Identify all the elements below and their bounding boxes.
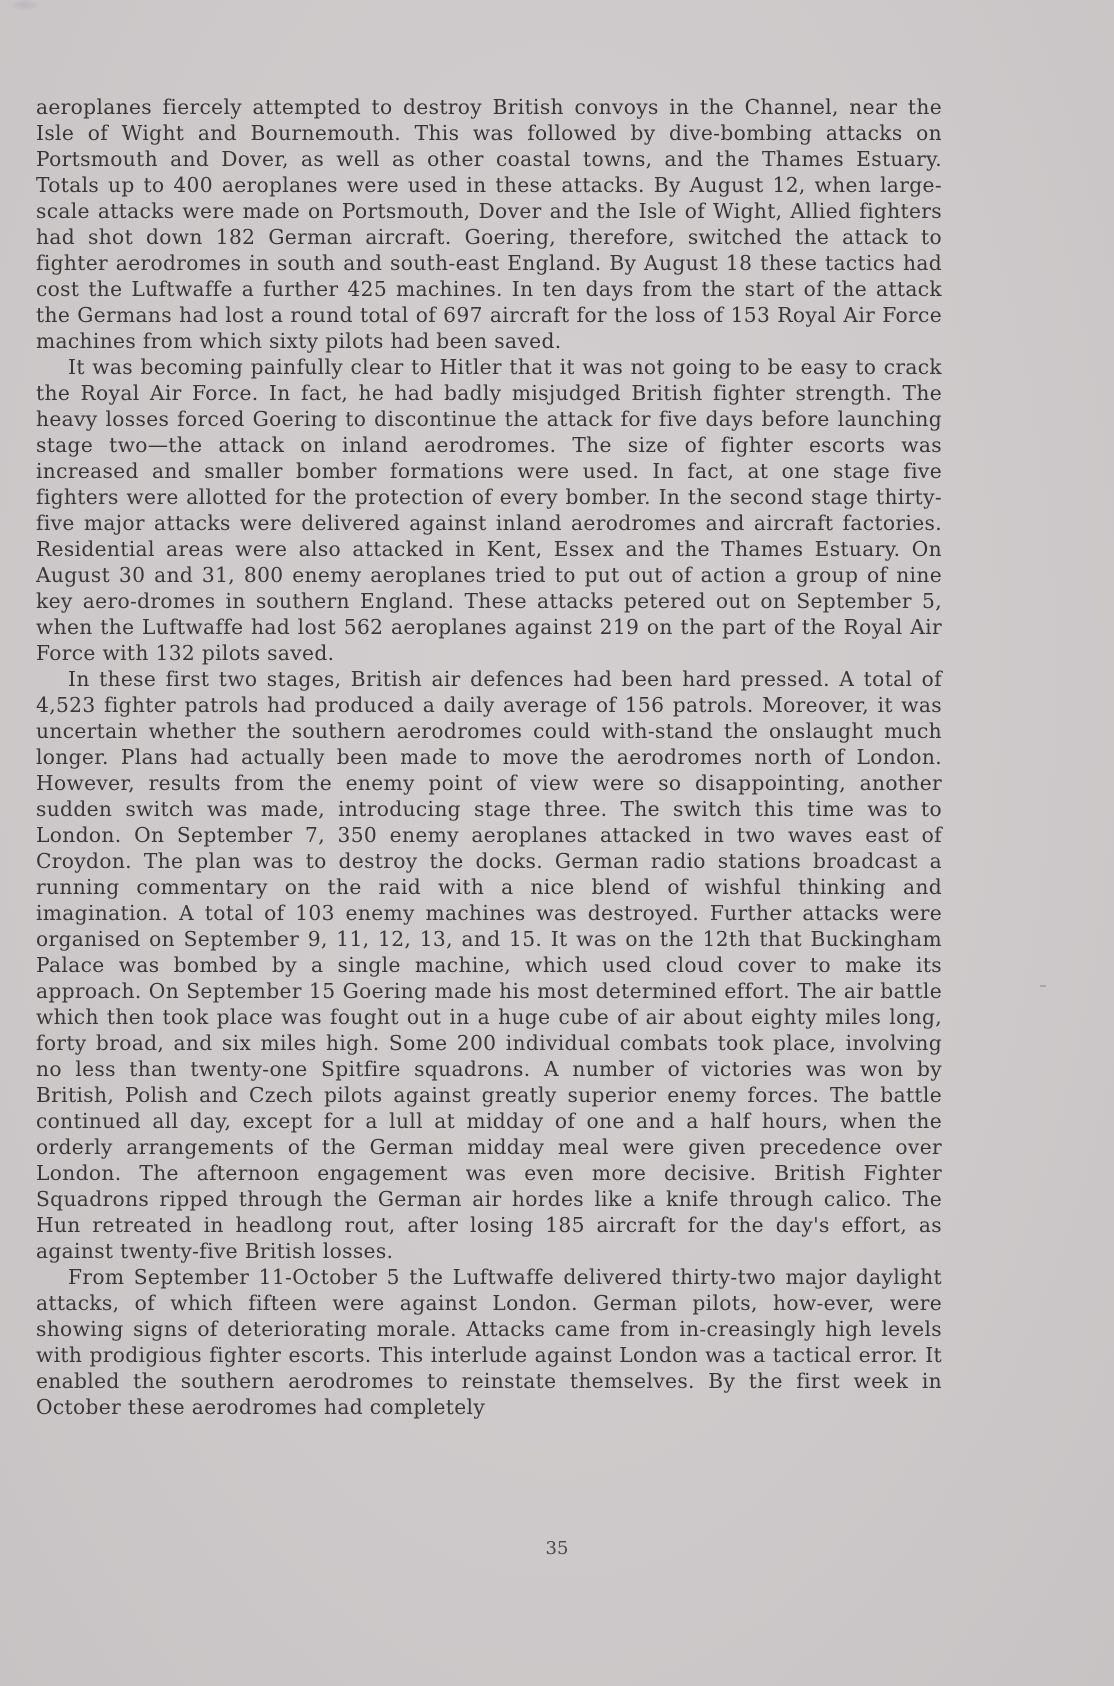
paragraph-3: In these first two stages, British air defences had been hard pressed. A total of 4,523 fighter patrols had produced a daily average of 156 patrols. Moreover, it was uncertain whether the southern aerodromes could with-stand the onslaught much longer. Plans had actually been made to move the aerodromes north of London. However, results from the enemy point of view were so disappointing, another sudden switch was made, introducing stage three. The switch this time was to London. On September 7, 350 enemy aeroplanes attacked in two waves east of Croydon. The plan was to destroy the docks. German radio stations broadcast a running commentary on the raid with a nice blend of wishful thinking and imagination. A total of 103 enemy machines was destroyed. Further attacks were organised on September 9, 11, 12, 13, and 15. It was on the 12th that Buckingham Palace was bombed by a single machine, which used cloud cover to make its approach. On September 15 Goering made his most determined effort. The air battle which then took place was fought out in a huge cube of air about eighty miles long, forty broad, and six miles high. Some 200 individual combats took place, involving no less than twenty-one Spitfire squadrons. A number of victories was won by British, Polish and Czech pilots against greatly superior enemy forces. The battle continued all day, except for a lull at midday of one and a half hours, when the orderly arrangements of the German midday meal were given precedence over London. The afternoon engagement was even more decisive. British Fighter Squadrons ripped through the German air hordes like a knife through calico. The Hun retreated in headlong rout, after losing 185 aircraft for the day's effort, as against twenty-five British losses. bbox=[36, 667, 942, 1263]
body-text bbox=[36, 94, 942, 1420]
paragraph-2: It was becoming painfully clear to Hitler that it was not going to be easy to crack the Royal Air Force. In fact, he had badly misjudged British fighter strength. The heavy losses forced Goering to discontinue the attack for five days before launching stage two—the attack on inland aerodromes. The size of fighter escorts was increased and smaller bomber formations were used. In fact, at one stage five fighters were allotted for the protection of every bomber. In the second stage thirty-five major attacks were delivered against inland aerodromes and aircraft factories. Residential areas were also attacked in Kent, Essex and the Thames Estuary. On August 30 and 31, 800 enemy aeroplanes tried to put out of action a group of nine key aero-dromes in southern England. These attacks petered out on September 5, when the Luftwaffe had lost 562 aeroplanes against 219 on the part of the Royal Air Force with 132 pilots saved. bbox=[36, 355, 942, 665]
margin-mark bbox=[1040, 985, 1046, 987]
paragraph-1: aeroplanes fiercely attempted to destroy British convoys in the Channel, near the Isle of Wight and Bournemouth. This was followed by dive-bombing attacks on Portsmouth and Dover, as well as other coastal towns, and the Thames Estuary. Totals up to 400 aeroplanes were used in these attacks. By August 12, when large-scale attacks were made on Portsmouth, Dover and the Isle of Wight, Allied fighters had shot down 182 German aircraft. Goering, therefore, switched the attack to fighter aerodromes in south and south-east England. By August 18 these tactics had cost the Luftwaffe a further 425 machines. In ten days from the start of the attack the Germans had lost a round total of 697 aircraft for the loss of 153 Royal Air Force machines from which sixty pilots had been saved. bbox=[36, 95, 942, 353]
page-number: 35 bbox=[545, 1538, 569, 1559]
page-smudge-mark bbox=[12, 0, 38, 10]
paragraph-4: From September 11-October 5 the Luftwaffe delivered thirty-two major daylight attacks, of which fifteen were against London. German pilots, how-ever, were showing signs of deteriorating morale. Attacks came from in-creasingly high levels with prodigious fighter escorts. This interlude against London was a tactical error. It enabled the southern aerodromes to reinstate themselves. By the first week in October these aerodromes had completely bbox=[36, 1265, 942, 1419]
